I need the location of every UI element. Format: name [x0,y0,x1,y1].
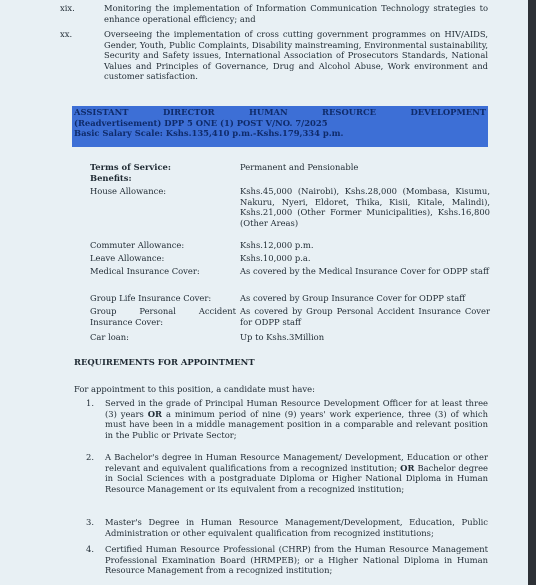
title-word: HUMAN [249,107,288,117]
benefit-value: Kshs.45,000 (Nairobi), Kshs.28,000 (Mombasa, Kisumu, Nakuru, Nyeri, Eldoret, Thika, Kisii, Kitale, Malindi), Kshs.21,000 (Other Former Municipalities), Kshs.16,800 (Other Areas) [240,186,490,228]
duty-text: Overseeing the implementation of cross cutting government programmes on HIV/AIDS, Gender, Youth, Public Complaints, Disability mainstreaming, Environmental sustainability, Security and Safety issues, International Association of Prosecutors Standards, National Values and Principles of Governance, Drug and Alcohol Abuse, Work environment and customer satisfaction. [104,29,488,82]
benefit-label: Group Life Insurance Cover: [90,293,212,303]
requirement-number: 1. [86,398,94,408]
requirement-number: 4. [86,544,94,554]
requirement-item [86,452,488,508]
benefit-row-personal-accident [90,306,490,328]
requirements-heading: REQUIREMENTS FOR APPOINTMENT [74,357,255,367]
benefit-value: As covered by Group Personal Accident Insurance Cover for ODPP staff [240,306,490,327]
terms-value: Permanent and Pensionable [240,162,359,172]
requirement-item [86,517,488,539]
benefit-label: Commuter Allowance: [90,240,185,250]
position-subtitle: (Readvertisement) DPP 5 ONE (1) POST V/NO. 7/2025 [74,117,328,128]
terms-label: Terms of Service: [90,162,171,172]
benefit-label: Leave Allowance: [90,253,165,263]
requirement-text: Served in the grade of Principal Human Resource Development Officer for at least three (3) years OR a minimum period of nine (9) years' work experience, three (3) of which must have been in a middle management position in a comparable and relevant position in the Public or Private Sector; [105,398,488,440]
benefits-row [90,173,490,184]
salary-scale [74,128,486,139]
benefit-value: Kshs.12,000 p.m. [240,240,314,250]
requirement-text: A Bachelor's degree in Human Resource Management/ Development, Education or other relevant and equivalent qualifications from a recognized institution; OR Bachelor degree in Social Sciences with a postgraduate Diploma or Higher National Diploma in Human Resource Management or its equivalent from a recognized institution; [105,452,488,494]
benefit-label: Group Personal Accident Insurance Cover: [90,306,236,327]
benefit-value: As covered by the Medical Insurance Cover for ODPP staff [240,266,489,276]
duty-item-xx [60,29,488,95]
benefit-value: Up to Kshs.3Million [240,332,325,342]
benefit-row-medical [90,266,490,288]
duty-number: xx. [60,29,73,39]
requirement-text: Master's Degree in Human Resource Management/Development, Education, Public Administration or other equivalent qualification from recognized institutions; [105,517,488,538]
requirement-item [86,398,488,442]
requirement-number: 2. [86,452,94,462]
benefit-row-house-allowance [90,186,490,238]
requirement-text: Certified Human Resource Professional (CHRP) from the Human Resource Management Professional Examination Board (HRMPEB); or a Higher National Diploma in Human Resource Management from a recognized institution; [105,544,488,576]
duty-text: Monitoring the implementation of Information Communication Technology strategies to enhance operational efficiency; and [104,3,488,24]
title-word: RESOURCE [322,107,377,117]
benefit-row-commuter [90,240,490,251]
salary-label: Basic Salary Scale: [74,128,163,139]
position-banner [72,106,488,147]
benefit-row-car-loan [90,332,490,343]
requirement-item [86,544,488,580]
benefit-row-group-life [90,293,490,304]
duty-number: xix. [60,3,75,13]
terms-row [90,162,490,173]
salary-value: Kshs.135,410 p.m.-Kshs.179,334 p.m. [165,128,344,139]
requirement-number: 3. [86,517,94,527]
window-edge [528,0,536,585]
title-word: ASSISTANT [74,107,129,117]
requirements-intro: For appointment to this position, a candidate must have: [74,384,315,394]
title-word: DEVELOPMENT [410,107,486,117]
duty-item-xix [60,3,488,25]
benefit-label: House Allowance: [90,186,167,196]
position-title [74,107,486,118]
benefit-value: Kshs.10,000 p.a. [240,253,311,263]
benefit-row-leave [90,253,490,264]
benefit-value: As covered by Group Insurance Cover for ODPP staff [240,293,466,303]
title-word: DIRECTOR [162,107,215,117]
benefit-label: Medical Insurance Cover: [90,266,200,276]
benefits-label: Benefits: [90,173,132,183]
benefit-label: Car loan: [90,332,129,342]
